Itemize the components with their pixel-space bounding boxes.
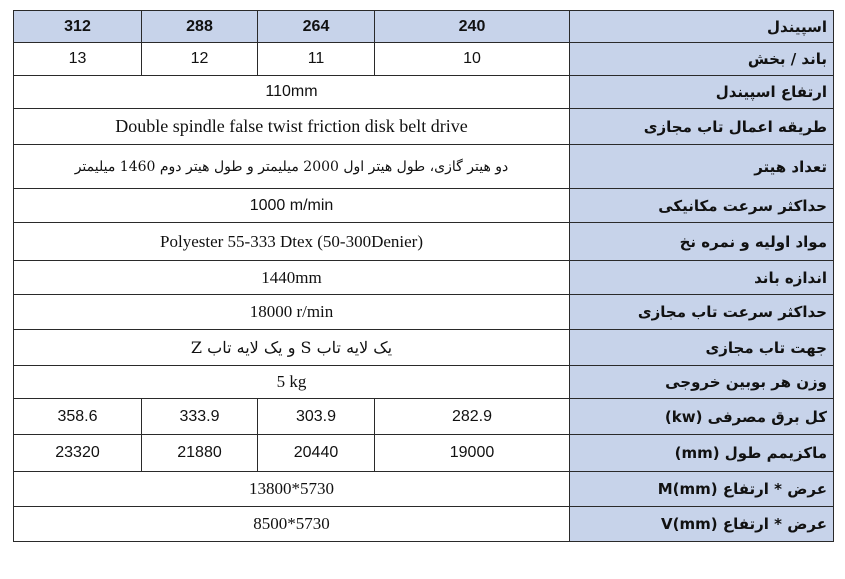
cell-value: 1000 m/min [14,189,570,223]
cell-value: 303.9 [258,399,375,435]
row-label: باند / بخش [570,43,834,76]
table-row [14,507,834,542]
column-header-288: 288 [142,11,258,43]
cell-value: Polyester 55-333 Dtex (50-300Denier) [14,223,570,261]
table-row [14,189,834,223]
table-row [14,223,834,261]
cell-value: 18000 r/min [14,295,570,330]
row-label: تعداد هیتر [570,145,834,189]
row-label: طریقه اعمال تاب مجازی [570,109,834,145]
table-row [14,472,834,507]
column-header-240: 240 [375,11,570,43]
cell-value: 110mm [14,76,570,109]
table-row [14,109,834,145]
row-label-spindle: اسپیندل [570,11,834,43]
table-row [14,399,834,435]
cell-value: 21880 [142,435,258,472]
cell-value: 1440mm [14,261,570,295]
table-row [14,261,834,295]
cell-value: 333.9 [142,399,258,435]
cell-value: دو هیتر گازی، طول هیتر اول 2000 میلیمتر و طول هیتر دوم 1460 میلیمتر [14,145,570,189]
cell-value: 13 [14,43,142,76]
row-label: حداکثر سرعت تاب مجازی [570,295,834,330]
table-row [14,435,834,472]
row-label: ماکزیمم طول (mm) [570,435,834,472]
column-header-312: 312 [14,11,142,43]
cell-value: 282.9 [375,399,570,435]
table-row [14,366,834,399]
row-label: عرض * ارتفاع (mm)V [570,507,834,542]
spec-table [13,10,834,542]
table-row [14,43,834,76]
cell-value: 8500*5730 [14,507,570,542]
row-label: مواد اولیه و نمره نخ [570,223,834,261]
table-row [14,295,834,330]
row-label: جهت تاب مجازی [570,330,834,366]
row-label: عرض * ارتفاع (mm)M [570,472,834,507]
row-label: کل برق مصرفی (kw) [570,399,834,435]
row-label: اندازه باند [570,261,834,295]
cell-value: 19000 [375,435,570,472]
cell-value: Double spindle false twist friction disk belt drive [14,109,570,145]
table-row [14,76,834,109]
table-header-row [14,11,834,43]
cell-value: 23320 [14,435,142,472]
cell-value: 11 [258,43,375,76]
cell-value: 20440 [258,435,375,472]
row-label: حداکثر سرعت مکانیکی [570,189,834,223]
row-label: ارتفاع اسپیندل [570,76,834,109]
column-header-264: 264 [258,11,375,43]
row-label: وزن هر بوبین خروجی [570,366,834,399]
cell-value: 5 kg [14,366,570,399]
cell-value: 10 [375,43,570,76]
cell-value: 13800*5730 [14,472,570,507]
cell-value: یک لایه تاب S و یک لایه تاب Z [14,330,570,366]
spec-table-container [13,10,834,542]
table-row [14,145,834,189]
table-row [14,330,834,366]
cell-value: 12 [142,43,258,76]
cell-value: 358.6 [14,399,142,435]
